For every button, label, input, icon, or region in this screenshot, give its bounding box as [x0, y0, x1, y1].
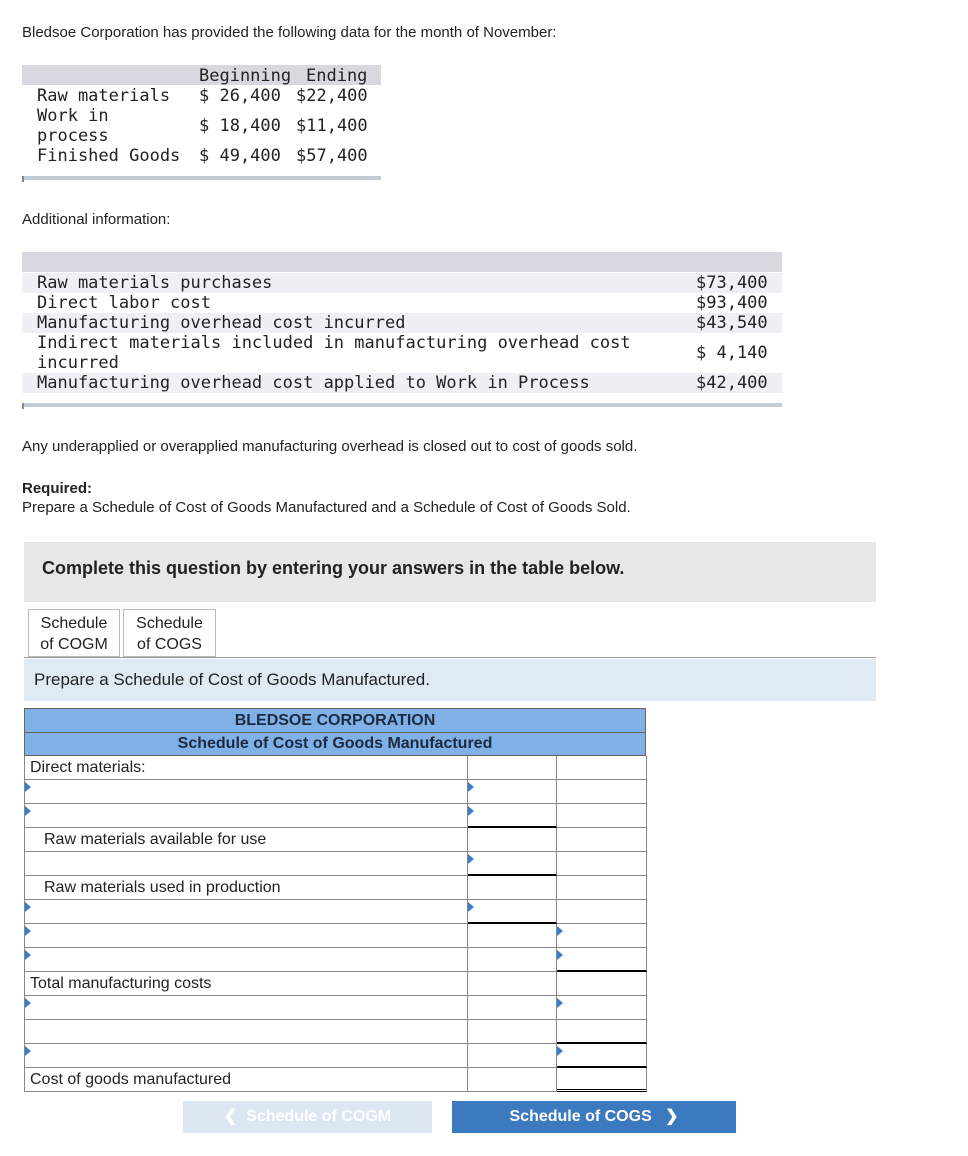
tab-divider [24, 657, 876, 658]
inventory-ending: $22,400 [296, 86, 368, 106]
additional-label: Indirect materials included in manufacturing overhead cost [37, 333, 631, 353]
dropdown-arrow-icon[interactable] [25, 1046, 31, 1056]
direct-materials-label: Direct materials: [30, 759, 146, 776]
additional-label: Manufacturing overhead cost incurred [37, 313, 406, 333]
tab-line: Schedule [136, 615, 203, 632]
dropdown-arrow-icon[interactable] [557, 998, 563, 1008]
total-input[interactable] [557, 828, 647, 852]
instruction-banner [24, 542, 876, 602]
required-label: Required: [22, 480, 93, 497]
prepare-text: Prepare a Schedule of Cost of Goods Manufactured. [34, 670, 430, 689]
label-cell [24, 1068, 468, 1092]
prev-button[interactable] [183, 1101, 432, 1133]
total-cell [557, 756, 647, 780]
inventory-label: Raw materials [37, 86, 171, 106]
dropdown-arrow-icon[interactable] [468, 902, 474, 912]
additional-info-table [22, 252, 782, 412]
total-input[interactable] [557, 900, 647, 924]
total-mfg-label: Total manufacturing costs [30, 975, 212, 992]
table-row [24, 996, 647, 1020]
label-input[interactable] [24, 1044, 468, 1068]
next-button[interactable] [452, 1101, 736, 1133]
tab-line: Schedule [40, 615, 108, 632]
dropdown-arrow-icon[interactable] [25, 782, 31, 792]
total-input[interactable] [557, 924, 647, 948]
inventory-ending: $11,400 [296, 116, 368, 136]
dropdown-arrow-icon[interactable] [468, 782, 474, 792]
intro-text: Bledsoe Corporation has provided the following data for the month of November: [22, 24, 557, 41]
tab-schedule-cogm[interactable] [28, 609, 120, 657]
amount-input[interactable] [468, 996, 557, 1020]
total-input[interactable] [557, 1020, 647, 1044]
additional-value: $42,400 [696, 373, 768, 393]
table-row [24, 756, 647, 780]
total-input[interactable] [557, 876, 647, 900]
total-input[interactable] [557, 804, 647, 828]
label-cell [24, 876, 468, 900]
additional-value: $73,400 [696, 273, 768, 293]
overhead-note: Any underapplied or overapplied manufacturing overhead is closed out to cost of goods sold. [22, 438, 638, 455]
required-text: Prepare a Schedule of Cost of Goods Manufactured and a Schedule of Cost of Goods Sold. [22, 499, 631, 516]
prepare-banner [24, 659, 876, 701]
total-input[interactable] [557, 996, 647, 1020]
amount-input[interactable] [468, 1020, 557, 1044]
schedule-title: Schedule of Cost of Goods Manufactured [24, 732, 646, 756]
table-row [24, 1044, 647, 1068]
total-input[interactable] [557, 780, 647, 804]
amount-input[interactable] [468, 852, 557, 876]
additional-label: Manufacturing overhead cost applied to Work in Process [37, 373, 590, 393]
raw-used-label: Raw materials used in production [44, 879, 281, 896]
dropdown-arrow-icon[interactable] [468, 854, 474, 864]
additional-info-label: Additional information: [22, 211, 171, 228]
amount-input[interactable] [468, 780, 557, 804]
label-input[interactable] [24, 996, 468, 1020]
table-row [24, 924, 647, 948]
next-button-label: Schedule of COGS [509, 1108, 652, 1125]
amount-input[interactable] [468, 804, 557, 828]
total-input[interactable] [557, 852, 647, 876]
label-input[interactable] [24, 948, 468, 972]
dropdown-arrow-icon[interactable] [25, 902, 31, 912]
additional-label: incurred [37, 353, 119, 373]
additional-value: $ 4,140 [696, 343, 768, 363]
chevron-right-icon: ❯ [665, 1108, 679, 1125]
dropdown-arrow-icon[interactable] [25, 950, 31, 960]
label-cell [24, 756, 468, 780]
amount-input[interactable] [468, 876, 557, 900]
total-input[interactable] [557, 972, 647, 996]
dropdown-arrow-icon[interactable] [25, 998, 31, 1008]
label-input[interactable] [24, 900, 468, 924]
dropdown-arrow-icon[interactable] [557, 1046, 563, 1056]
instruction-text: Complete this question by entering your answers in the table below. [42, 558, 625, 578]
inventory-label: Finished Goods [37, 146, 181, 166]
label-input[interactable] [24, 924, 468, 948]
table-row [24, 876, 647, 900]
table-row [24, 948, 647, 972]
dropdown-arrow-icon[interactable] [25, 806, 31, 816]
additional-label: Raw materials purchases [37, 273, 273, 293]
amount-input[interactable] [468, 1068, 557, 1092]
table-row [24, 1020, 647, 1044]
total-input[interactable] [557, 948, 647, 972]
table-row [24, 972, 647, 996]
total-input[interactable] [557, 1068, 647, 1092]
amount-input[interactable] [468, 948, 557, 972]
tab-schedule-cogs[interactable] [123, 609, 216, 657]
dropdown-arrow-icon[interactable] [557, 950, 563, 960]
inventory-label: process [37, 126, 109, 146]
amount-input[interactable] [468, 900, 557, 924]
amount-input[interactable] [468, 924, 557, 948]
table-row [24, 852, 647, 876]
table-row [24, 1068, 647, 1092]
inventory-beginning: $ 26,400 [199, 86, 281, 106]
chevron-left-icon: ❮ [223, 1108, 238, 1125]
prev-button-label: Schedule of COGM [246, 1108, 392, 1125]
raw-available-label: Raw materials available for use [44, 831, 267, 848]
label-input[interactable] [24, 852, 468, 876]
inventory-beginning: $ 18,400 [199, 116, 281, 136]
amount-input[interactable] [468, 972, 557, 996]
label-cell [24, 828, 468, 852]
dropdown-arrow-icon[interactable] [468, 806, 474, 816]
label-input[interactable] [24, 1020, 468, 1044]
inventory-beginning: $ 49,400 [199, 146, 281, 166]
inventory-ending: $57,400 [296, 146, 368, 166]
inventory-table [22, 65, 381, 181]
label-cell [24, 972, 468, 996]
header-beginning: Beginning [199, 66, 292, 86]
tab-line: of COGS [137, 636, 202, 653]
schedule-company: BLEDSOE CORPORATION [24, 708, 646, 733]
amount-input[interactable] [468, 1044, 557, 1068]
amount-input[interactable] [468, 828, 557, 852]
total-input[interactable] [557, 1044, 647, 1068]
dropdown-arrow-icon[interactable] [25, 926, 31, 936]
additional-label: Direct labor cost [37, 293, 211, 313]
dropdown-arrow-icon[interactable] [557, 926, 563, 936]
additional-value: $43,540 [696, 313, 768, 333]
table-row [24, 900, 647, 924]
amount-cell [468, 756, 557, 780]
inventory-label: Work in [37, 106, 109, 126]
table-row [24, 780, 647, 804]
cogm-label: Cost of goods manufactured [30, 1071, 232, 1088]
header-ending: Ending [306, 66, 368, 86]
tab-line: of COGM [40, 636, 108, 653]
additional-value: $93,400 [696, 293, 768, 313]
table-row [24, 804, 647, 828]
label-input[interactable] [24, 804, 468, 828]
label-input[interactable] [24, 780, 468, 804]
table-row [24, 828, 647, 852]
